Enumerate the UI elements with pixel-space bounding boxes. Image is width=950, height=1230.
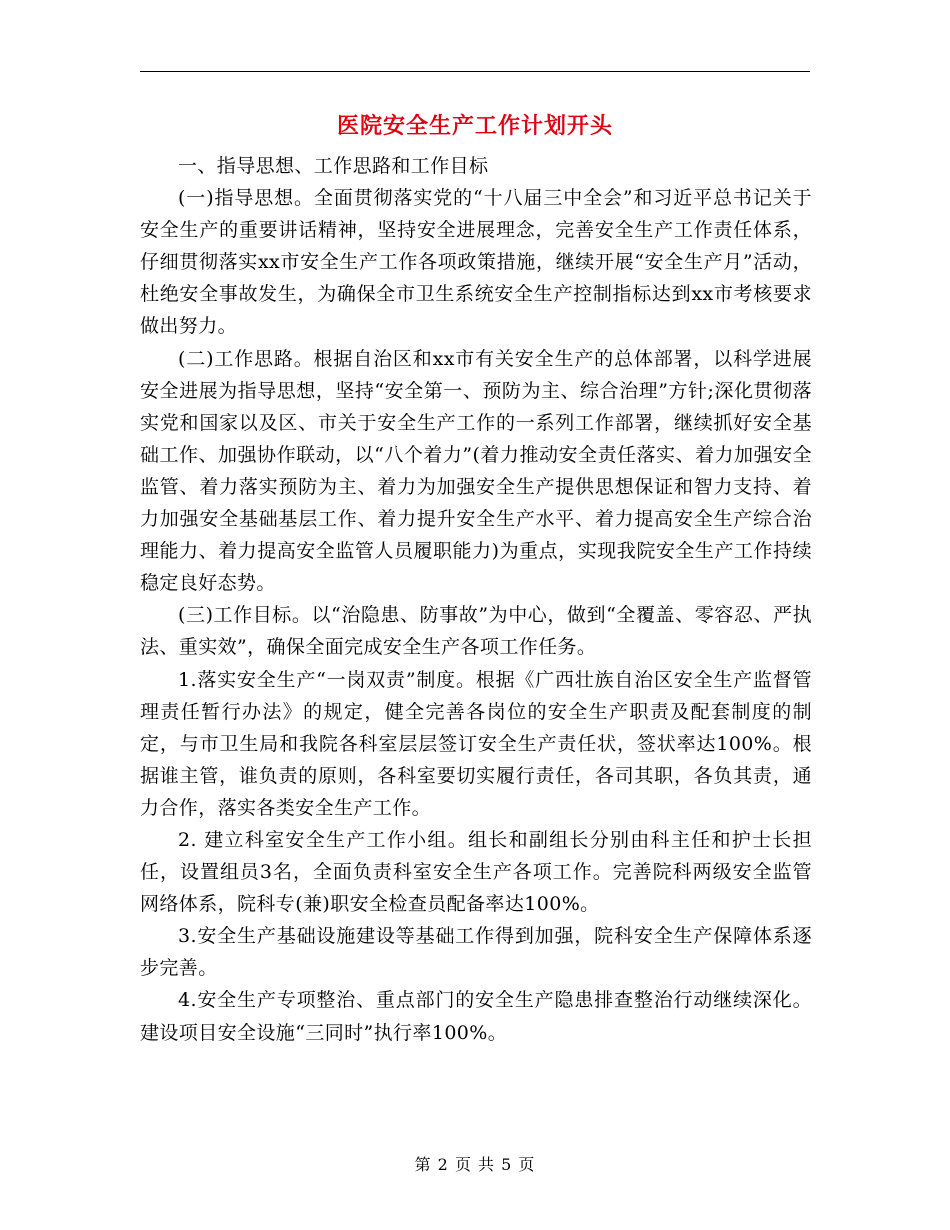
paragraph-work-goals: (三)工作目标。以“治隐患、防事故”为中心，做到“全覆盖、零容忍、严执法、重实效”，确保全面完成安全生产各项工作任务。: [140, 604, 812, 659]
paragraph-work-approach: (二)工作思路。根据自治区和xx市有关安全生产的总体部署，以科学进展安全进展为指导思想，坚持“安全第一、预防为主、综合治理”方针;深化贯彻落实党和国家以及区、市关于安全生产工作的一系列工作部署，继续抓好安全基础工作、加强协作联动，以“八个着力”(着力推动安全责任落实、着力加强安全监管、着力落实预防为主、着力为加强安全生产提供思想保证和智力支持、着力加强安全基础基层工作、着力提升安全生产水平、着力提高安全生产综合治理能力、着力提高安全监管人员履职能力)为重点，实现我院安全生产工作持续稳定良好态势。: [140, 347, 812, 595]
paragraph-guiding-ideology: (一)指导思想。全面贯彻落实党的“十八届三中全会”和习近平总书记关于安全生产的重要讲话精神，坚持安全进展理念，完善安全生产工作责任体系，仔细贯彻落实xx市安全生产工作各项政策措施，继续开展“安全生产月”活动，杜绝安全事故发生，为确保全市卫生系统安全生产控制指标达到xx市考核要求做出努力。: [140, 187, 812, 338]
section-heading: 一、指导思想、工作思路和工作目标: [178, 155, 489, 177]
paragraph-item-2: 2. 建立科室安全生产工作小组。组长和副组长分别由科主任和护士长担任，设置组员3名，全面负责科室安全生产各项工作。完善院科两级安全监管网络体系，院科专(兼)职安全检查员配备率达100%。: [140, 828, 812, 916]
document-title: 医院安全生产工作计划开头: [336, 113, 613, 139]
document-body: [140, 150, 812, 1049]
page-indicator: 第 2 页 共 5 页: [414, 1155, 536, 1174]
paragraph-item-1: 1.落实安全生产“一岗双责”制度。根据《广西壮族自治区安全生产监督管理责任暂行办法》的规定，健全完善各岗位的安全生产职责及配套制度的制定，与市卫生局和我院各科室层层签订安全生产责任状，签状率达100%。根据谁主管，谁负责的原则，各科室要切实履行责任，各司其职，各负其责，通力合作，落实各类安全生产工作。: [140, 668, 812, 819]
header-rule: [140, 71, 810, 72]
paragraph-item-4: 4.安全生产专项整治、重点部门的安全生产隐患排查整治行动继续深化。建设项目安全设施“三同时”执行率100%。: [140, 989, 812, 1044]
paragraph-item-3: 3.安全生产基础设施建设等基础工作得到加强，院科安全生产保障体系逐步完善。: [140, 925, 812, 980]
